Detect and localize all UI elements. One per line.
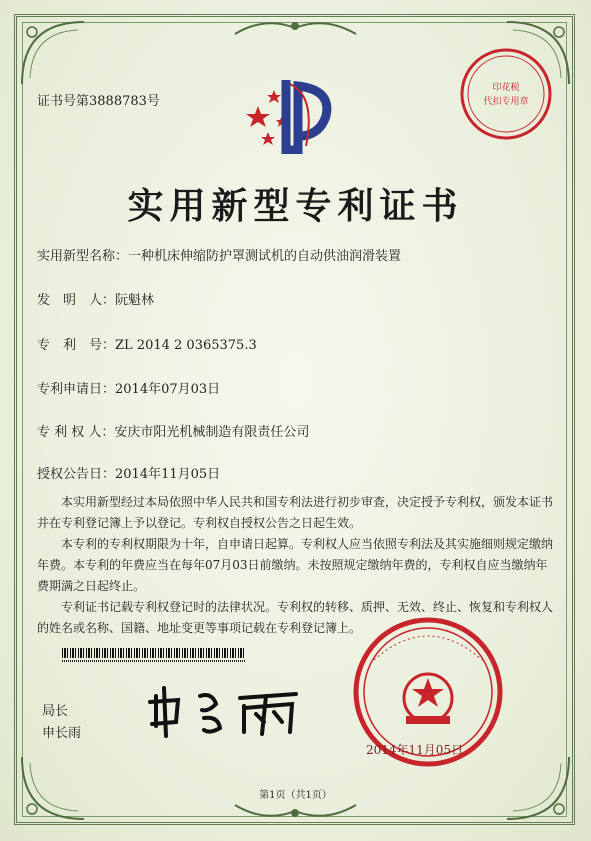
patent-number-label: 专 利 号： xyxy=(37,338,116,353)
grant-date-label: 授权公告日： xyxy=(37,467,116,482)
body-paragraph-3: 专利证书记载专利权登记时的法律状况。专利权的转移、质押、无效、终止、恢复和专利权人的姓名或名称、国籍、地址变更等事项记载在专利登记簿上。 xyxy=(37,600,554,635)
filing-date-row xyxy=(37,382,220,398)
filing-date-label: 专利申请日： xyxy=(37,382,116,397)
page-footer: 第1页（共1页） xyxy=(259,790,332,801)
director-name: 申长雨 xyxy=(42,726,82,741)
top-center-ornament xyxy=(230,14,361,40)
patentee-label: 专 利 权 人： xyxy=(37,425,115,440)
patent-number-row xyxy=(37,338,257,354)
svg-text:代扣专用章: 代扣专用章 xyxy=(483,97,529,107)
corner-ornament-top-left xyxy=(18,18,88,88)
grant-date-row xyxy=(37,467,220,483)
patent-office-logo xyxy=(246,76,346,154)
director-title: 局长 xyxy=(42,704,69,719)
patentee-row xyxy=(37,425,309,441)
svg-text:印花税: 印花税 xyxy=(492,83,520,93)
barcode xyxy=(62,648,246,658)
grant-date-value: 2014年11月05日 xyxy=(115,467,221,482)
barcode-underline xyxy=(62,660,246,662)
agency-seal-stamp xyxy=(458,46,554,142)
patent-number-value: ZL 2014 2 0365375.3 xyxy=(115,338,257,353)
director-signature xyxy=(146,682,306,738)
body-paragraph-1: 本实用新型经过本局依照中华人民共和国专利法进行初步审查，决定授予专利权，颁发本证书并在专利登记簿上予以登记。专利权自授权公告之日起生效。 xyxy=(37,495,554,530)
inventor-value: 阮魁林 xyxy=(115,293,155,308)
utility-model-name-row xyxy=(37,249,401,265)
inventor-row xyxy=(37,293,154,309)
patentee-value: 安庆市阳光机械制造有限责任公司 xyxy=(114,425,310,440)
inventor-label: 发 明 人： xyxy=(37,293,116,308)
utility-model-name-value: 一种机床伸缩防护罩测试机的自动供油润滑装置 xyxy=(128,249,402,264)
filing-date-value: 2014年07月03日 xyxy=(115,382,221,397)
certificate-number: 证书号第3888783号 xyxy=(37,94,160,109)
utility-model-name-label: 实用新型名称： xyxy=(37,249,129,264)
seal-date: 2014年11月05日 xyxy=(366,743,464,757)
bottom-center-ornament xyxy=(230,799,361,825)
certificate-title: 实用新型专利证书 xyxy=(127,185,464,227)
body-paragraph-2: 本专利的专利权期限为十年，自申请日起算。专利权人应当依照专利法及其实施细则规定缴纳年费。本专利的年费应当在每年07月03日前缴纳。未按照规定缴纳年费的，专利权自应当缴纳年费期满之日起终止。 xyxy=(37,537,554,593)
